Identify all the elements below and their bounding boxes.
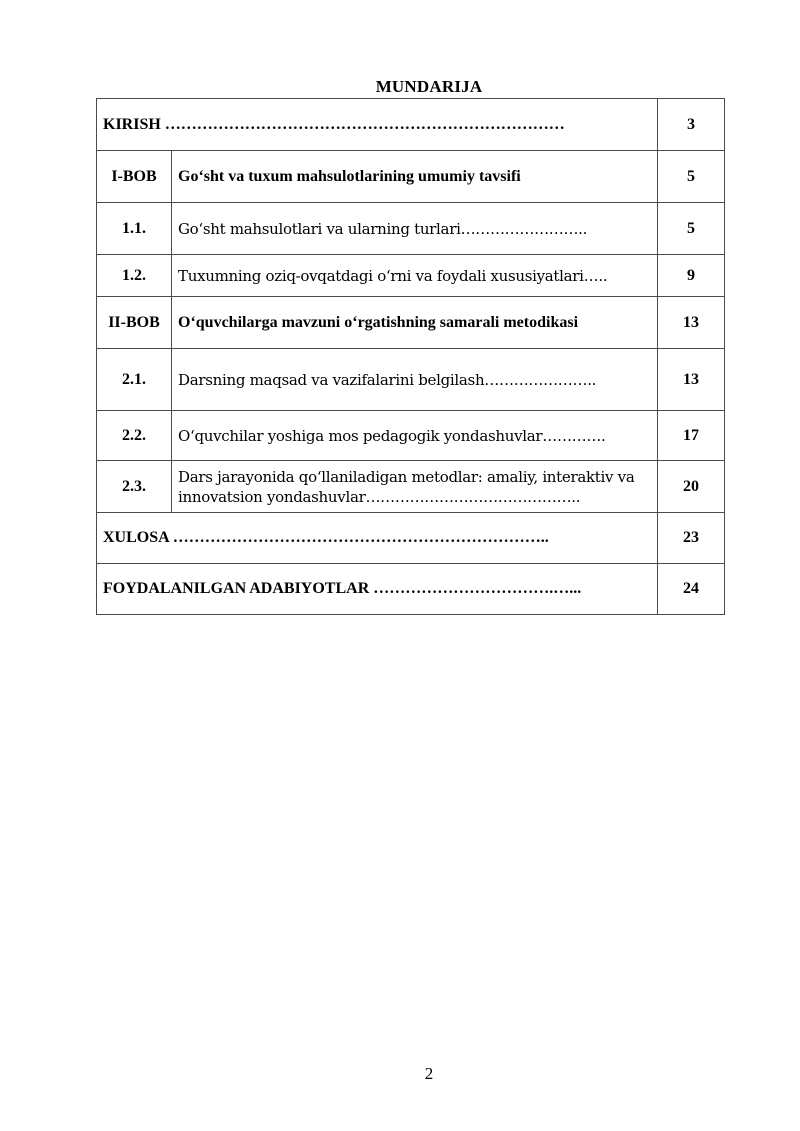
toc-row-section-2-2 xyxy=(97,411,725,461)
toc-section-number: 1.1. xyxy=(97,203,172,255)
toc-entry-title: Tuxumning oziq-ovqatdagi o‘rni va foydali xususiyatlari….. xyxy=(172,255,658,297)
toc-entry-title: Darsning maqsad va vazifalarini belgilash………………….. xyxy=(172,349,658,411)
toc-chapter-label: II-BOB xyxy=(97,297,172,349)
table-of-contents xyxy=(96,98,725,615)
toc-row-section-1-1 xyxy=(97,203,725,255)
toc-section-number: 2.3. xyxy=(97,461,172,513)
toc-section-number: 2.2. xyxy=(97,411,172,461)
toc-section-number: 1.2. xyxy=(97,255,172,297)
toc-entry-title: KIRISH ………………………………………………………………… xyxy=(97,99,658,151)
toc-section-number: 2.1. xyxy=(97,349,172,411)
toc-entry-title: O‘quvchilarga mavzuni o‘rgatishning samarali metodikasi xyxy=(172,297,658,349)
toc-page-number: 20 xyxy=(658,461,725,513)
toc-row-adabiyotlar xyxy=(97,564,725,615)
toc-page-number: 13 xyxy=(658,297,725,349)
toc-page-number: 5 xyxy=(658,203,725,255)
toc-page-number: 9 xyxy=(658,255,725,297)
toc-row-xulosa xyxy=(97,513,725,564)
toc-page-number: 3 xyxy=(658,99,725,151)
toc-row-chapter-2 xyxy=(97,297,725,349)
document-title: MUNDARIJA xyxy=(375,77,483,96)
toc-row-section-1-2 xyxy=(97,255,725,297)
toc-entry-title: XULOSA …………………………………………………………….. xyxy=(97,513,658,564)
toc-page-number: 17 xyxy=(658,411,725,461)
toc-chapter-label: I-BOB xyxy=(97,151,172,203)
toc-entry-title: Go‘sht va tuxum mahsulotlarining umumiy tavsifi xyxy=(172,151,658,203)
page-number: 2 xyxy=(424,1064,434,1083)
toc-row-kirish xyxy=(97,99,725,151)
toc-entry-title: FOYDALANILGAN ADABIYOTLAR …………………………….…... xyxy=(97,564,658,615)
toc-page-number: 23 xyxy=(658,513,725,564)
toc-entry-title: Dars jarayonida qo‘llaniladigan metodlar: amaliy, interaktiv va innovatsion yondashuvlar…………………………………….. xyxy=(172,461,658,513)
toc-row-section-2-3 xyxy=(97,461,725,513)
toc-page-number: 13 xyxy=(658,349,725,411)
toc-entry-title: O‘quvchilar yoshiga mos pedagogik yondashuvlar…………. xyxy=(172,411,658,461)
toc-row-chapter-1 xyxy=(97,151,725,203)
toc-page-number: 5 xyxy=(658,151,725,203)
toc-page-number: 24 xyxy=(658,564,725,615)
toc-row-section-2-1 xyxy=(97,349,725,411)
toc-entry-title: Go‘sht mahsulotlari va ularning turlari…………………….. xyxy=(172,203,658,255)
